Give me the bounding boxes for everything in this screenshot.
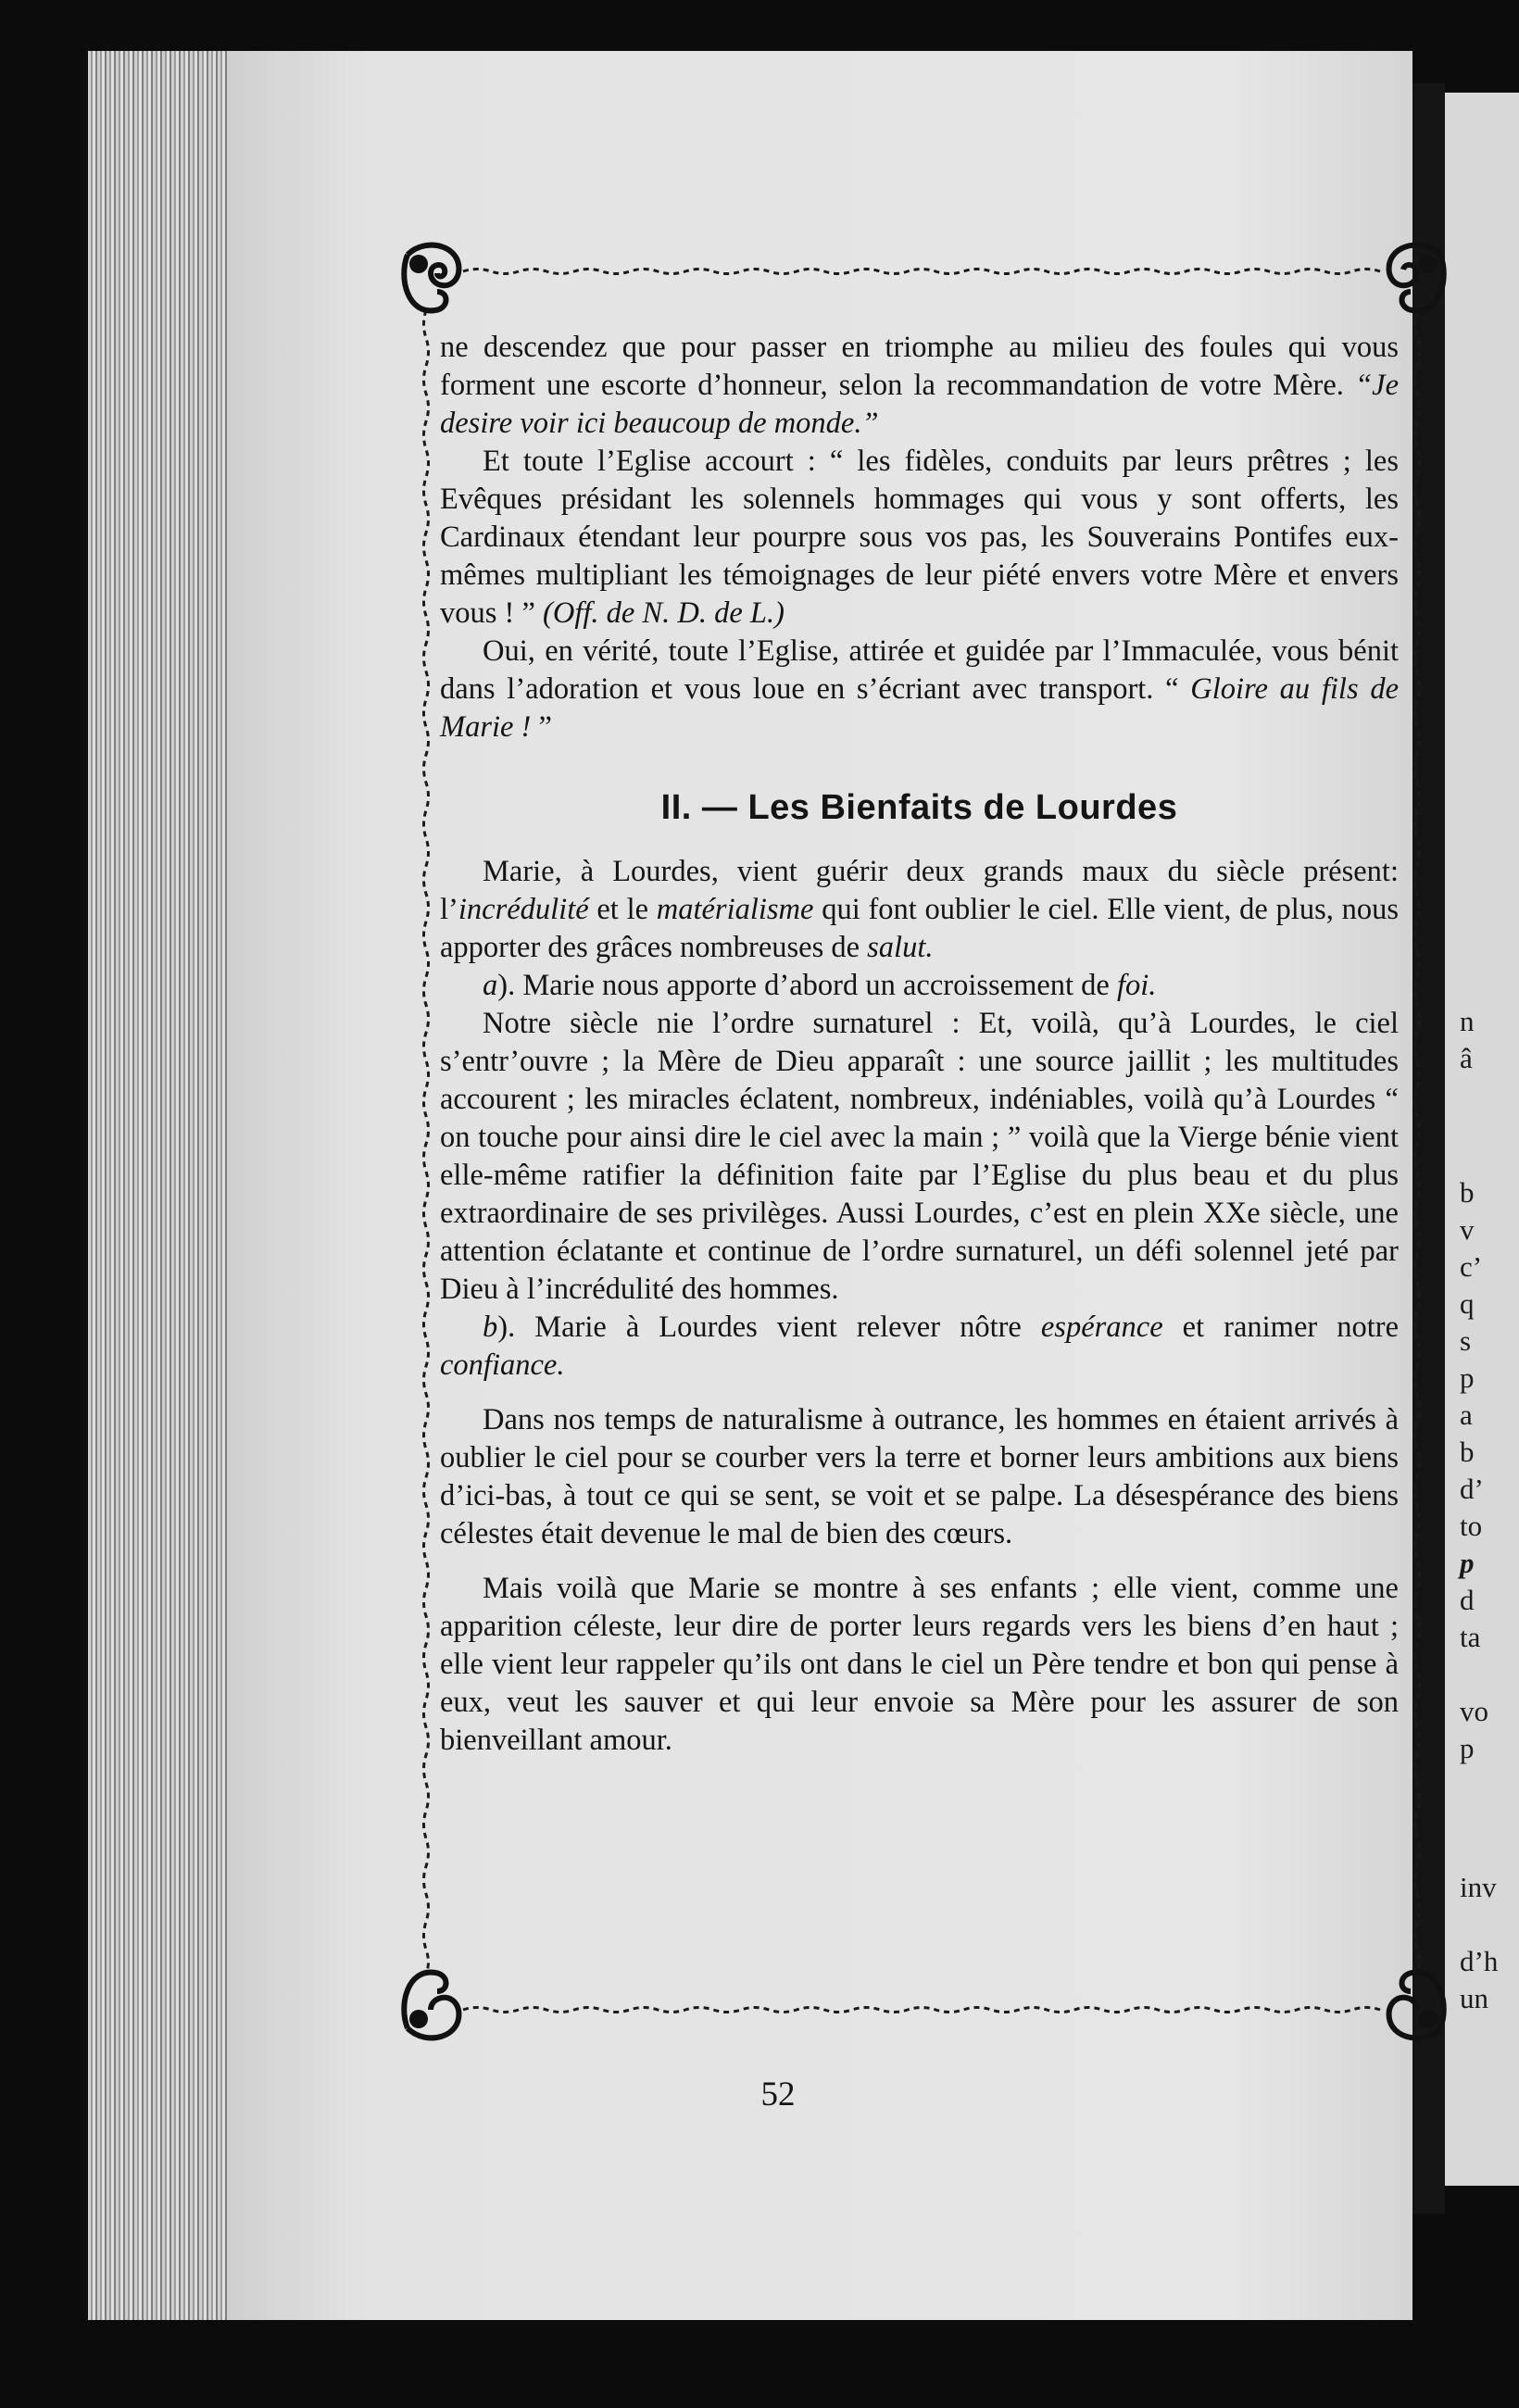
paragraph-descendez: ne descendez que pour passer en triomphe au milieu des foules qui vous forment une escorte d’honneur, selon la recommandation de votre Mère. “Je desire voir ici beaucoup de monde.” (440, 331, 1399, 440)
next-page-fragment: d (1460, 1584, 1475, 1616)
next-page-fragment: s (1460, 1324, 1472, 1357)
next-page-fragment: d’h (1460, 1945, 1499, 1977)
gloire-italic: Gloire au fils de Marie ! (440, 672, 1400, 744)
paragraph-oui: Oui, en vérité, toute l’Eglise, attirée et guidée par l’Immaculée, vous bénit dans l’adoration et vous loue en s’écriant avec transport. “ Gloire au fils de Marie ! ” (440, 634, 1400, 744)
next-page-fragment: d’ (1460, 1473, 1484, 1505)
section-title: II. — Les Bienfaits de Lourdes (660, 788, 1178, 827)
next-page-fragment: p (1460, 1361, 1475, 1394)
page-edges (88, 51, 236, 2320)
quote-italic: “Je desire voir ici beaucoup de monde.” (440, 369, 1399, 440)
next-page-fragment: c’ (1460, 1250, 1483, 1283)
next-page-fragment: v (1460, 1213, 1475, 1246)
next-page-sliver (1445, 93, 1519, 2186)
paragraph-b: b). Marie à Lourdes vient relever nôtre espérance et ranimer notre confiance. (440, 1311, 1399, 1382)
next-page-fragment: â (1460, 1042, 1473, 1074)
paragraph-mais: Mais voilà que Marie se montre à ses enfants ; elle vient, comme une apparition céleste, leur dire de porter leurs regards vers les biens d’en haut ; elle vient leur rappeler qu’ils ont dans le ciel un Père tendre et bon qui pense à eux, veut les sauver et qui leur envoie sa Mère pour les assurer de son bienveillant amour. (440, 1572, 1399, 1757)
next-page-fragment: b (1460, 1176, 1475, 1209)
paragraph-eglise: Et toute l’Eglise accourt : “ les fidèles, conduits par leurs prêtres ; les Evêques présidant les solennels hommages qui vous y sont offerts, les Cardinaux étendant leur pourpre sous vos pas, les Souverains Pontifes eux-mêmes multipliant les témoignages de leur piété envers votre Mère et envers vous ! ” (Off. de N. D. de L.) (440, 445, 1399, 630)
citation: (Off. de N. D. de L.) (543, 596, 785, 630)
next-page-fragment: inv (1460, 1871, 1497, 1903)
paragraph-siecle: Notre siècle nie l’ordre surnaturel : Et, voilà, qu’à Lourdes, le ciel s’entr’ouvre ; la Mère de Dieu apparaît : une source jaillit ; les multitudes accourent ; les miracles éclatent, nombreux, indéniables, voilà qu’à Lourdes “ on touche pour ainsi dire le ciel avec la main ; ” voilà que la Vierge bénie vient elle-même ratifier la définition faite par l’Eglise du plus beau et du plus extraordinaire de ses privilèges. Aussi Lourdes, c’est en plein XXe siècle, une attention éclatante et continue de l’ordre surnaturel, un défi solennel jeté par Dieu à l’incrédulité des hommes. (440, 1007, 1399, 1306)
next-page-fragment: p (1460, 1732, 1475, 1764)
next-page-fragment: p (1460, 1547, 1475, 1579)
paragraph-intro: Marie, à Lourdes, vient guérir deux grands maux du siècle présent: l’incrédulité et le matérialisme qui font oublier le ciel. Elle vient, de plus, nous apporter des grâces nombreuses de salut. (440, 855, 1399, 964)
page-number: 52 (760, 2076, 796, 2113)
next-page-fragment: un (1460, 1982, 1488, 2014)
next-page-fragment: vo (1460, 1695, 1488, 1727)
next-page-fragment: to (1460, 1510, 1483, 1542)
next-page-fragment: b (1460, 1436, 1475, 1468)
next-page-fragment: a (1460, 1398, 1473, 1431)
next-page-fragment: q (1460, 1287, 1475, 1320)
page-text (440, 329, 1399, 1760)
next-page-fragment: ta (1460, 1621, 1481, 1653)
paragraph-a: a). Marie nous apporte d’abord un accroissement de foi. (483, 969, 1157, 1002)
paragraph-naturalisme: Dans nos temps de naturalisme à outrance, les hommes en étaient arrivés à oublier le ciel pour se courber vers la terre et borner leurs ambitions aux biens d’ici-bas, à tout ce qui se sent, se voit et se palpe. La désespérance des biens célestes était devenue le mal de bien des cœurs. (440, 1403, 1399, 1550)
next-page-fragment: n (1460, 1005, 1475, 1037)
